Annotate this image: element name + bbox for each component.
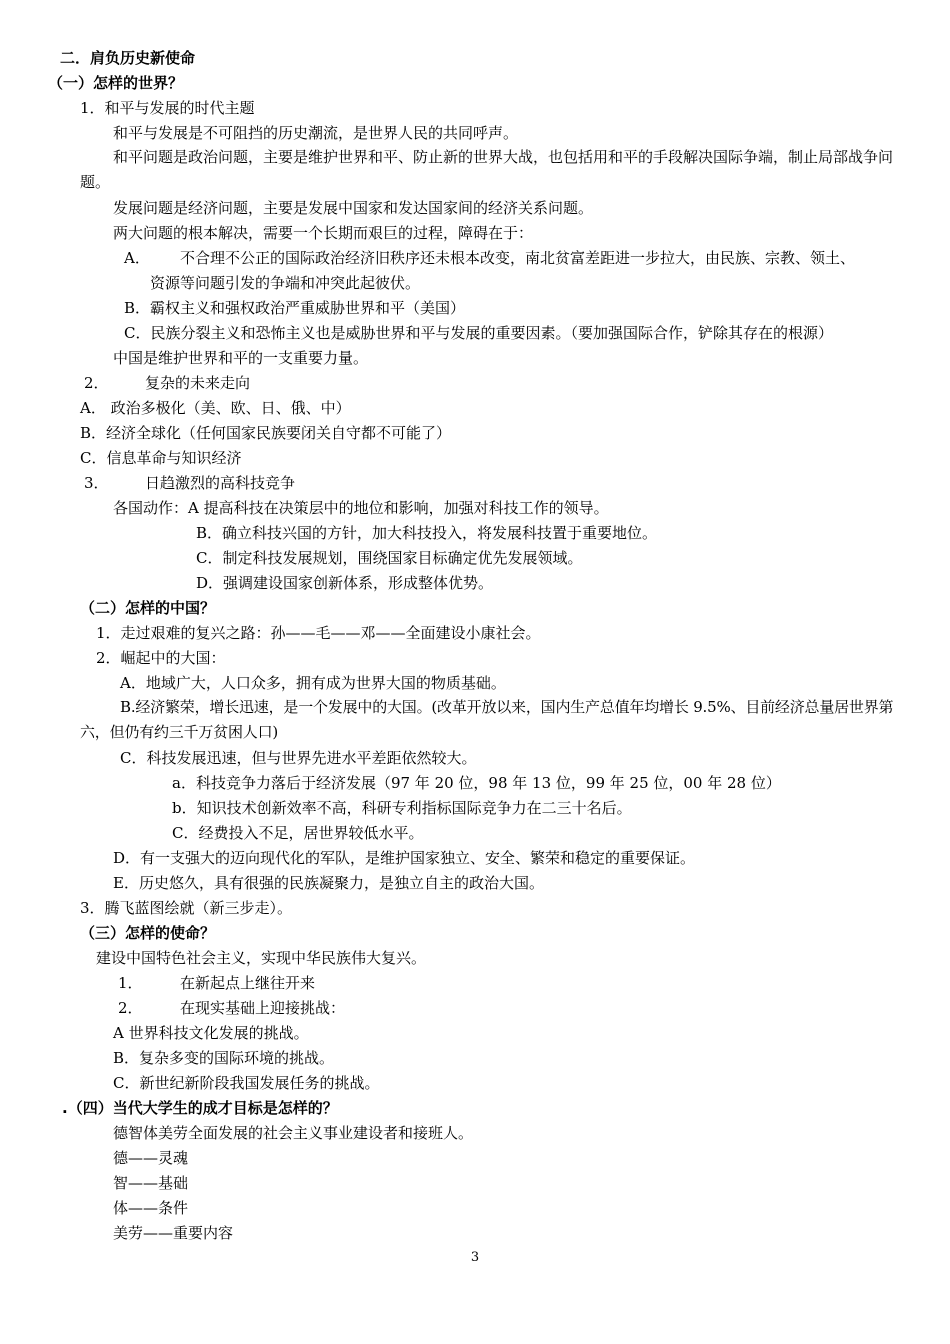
list-item: 1．走过艰难的复兴之路：孙——毛——邓——全面建设小康社会。 (96, 624, 541, 642)
paragraph: 发展问题是经济问题，主要是发展中国家和发达国家间的经济关系问题。 (113, 199, 594, 217)
list-item: B.经济繁荣，增长迅速，是一个发展中的大国。(改革开放以来，国内生产总值年均增长 9.5%、目前经济总量居世界第六，但仍有约三千万贫困人口) (80, 698, 894, 741)
section-heading: 二．肩负历史新使命 (60, 49, 196, 67)
list-item: C．制定科技发展规划，围绕国家目标确定优先发展领域。 (196, 549, 583, 567)
paragraph: 和平问题是政治问题，主要是维护世界和平、防止新的世界大战，也包括用和平的手段解决国际争端，制止局部战争问题。 (80, 148, 894, 191)
list-item: 资源等问题引发的争端和冲突此起彼伏。 (150, 274, 421, 292)
list-item: 不合理不公正的国际政治经济旧秩序还未根本改变，南北贫富差距进一步拉大，由民族、宗教、领土、 (180, 249, 856, 267)
list-item: 在新起点上继往开来 (180, 974, 316, 992)
list-item: A 世界科技文化发展的挑战。 (113, 1024, 309, 1042)
list-item: 在现实基础上迎接挑战： (180, 999, 346, 1017)
list-item: B．确立科技兴国的方针，加大科技投入，将发展科技置于重要地位。 (196, 524, 658, 542)
list-item: a．科技竞争力落后于经济发展（97 年 20 位，98 年 13 位，99 年 25 位，00 年 28 位） (172, 774, 781, 792)
list-marker: 3． (84, 474, 109, 492)
list-item: 德——灵魂 (113, 1149, 189, 1167)
list-item: B．经济全球化（任何国家民族要闭关自守都不可能了） (80, 424, 452, 442)
paragraph: 建设中国特色社会主义，实现中华民族伟大复兴。 (96, 949, 427, 967)
list-item: A． 政治多极化（美、欧、日、俄、中） (80, 399, 351, 417)
list-marker: 2． (84, 374, 109, 392)
list-item: C．科技发展迅速，但与世界先进水平差距依然较大。 (120, 749, 477, 767)
paragraph: 和平与发展是不可阻挡的历史潮流，是世界人民的共同呼声。 (113, 124, 519, 142)
list-item: 1．和平与发展的时代主题 (80, 99, 255, 117)
list-item: 复杂的未来走向 (145, 374, 251, 392)
list-item: 2．崛起中的大国： (96, 649, 226, 667)
list-item: B．霸权主义和强权政治严重威胁世界和平（美国） (124, 299, 466, 317)
list-item: B．复杂多变的国际环境的挑战。 (113, 1049, 335, 1067)
list-item: 美劳——重要内容 (113, 1224, 234, 1242)
subsection-title-mission: （三）怎样的使命？ (80, 924, 216, 942)
list-item: 智——基础 (113, 1174, 189, 1192)
list-item: 3．腾飞蓝图绘就（新三步走）。 (80, 899, 293, 917)
paragraph: 两大问题的根本解决，需要一个长期而艰巨的过程，障碍在于： (113, 224, 534, 242)
list-marker: 2． (118, 999, 143, 1017)
subsection-title-china: （二）怎样的中国？ (80, 599, 216, 617)
list-item: 日趋激烈的高科技竞争 (145, 474, 296, 492)
list-item: 各国动作：A 提高科技在决策层中的地位和影响，加强对科技工作的领导。 (113, 499, 609, 517)
list-item: D．有一支强大的迈向现代化的军队，是维护国家独立、安全、繁荣和稳定的重要保证。 (113, 849, 696, 867)
list-item: b．知识技术创新效率不高，科研专利指标国际竞争力在二三十名后。 (172, 799, 632, 817)
page-number: 3 (470, 1250, 480, 1265)
subsection-title-world: （一）怎样的世界？ (48, 74, 184, 92)
list-item: D．强调建设国家创新体系，形成整体优势。 (196, 574, 494, 592)
list-item: 体——条件 (113, 1199, 189, 1217)
subsection-title-goals: .（四）当代大学生的成才目标是怎样的？ (62, 1099, 338, 1117)
paragraph: 德智体美劳全面发展的社会主义事业建设者和接班人。 (113, 1124, 474, 1142)
list-item: C．新世纪新阶段我国发展任务的挑战。 (113, 1074, 380, 1092)
paragraph: 中国是维护世界和平的一支重要力量。 (113, 349, 369, 367)
list-item: C．信息革命与知识经济 (80, 449, 242, 467)
list-item: E．历史悠久，具有很强的民族凝聚力，是独立自主的政治大国。 (113, 874, 544, 892)
list-marker: 1． (118, 974, 143, 992)
list-item: C．经费投入不足，居世界较低水平。 (172, 824, 424, 842)
list-marker: A． (124, 249, 150, 267)
list-item: A．地域广大，人口众多，拥有成为世界大国的物质基础。 (120, 674, 506, 692)
list-item: C．民族分裂主义和恐怖主义也是威胁世界和平与发展的重要因素。（要加强国际合作，铲除其存在的根源） (124, 324, 833, 342)
